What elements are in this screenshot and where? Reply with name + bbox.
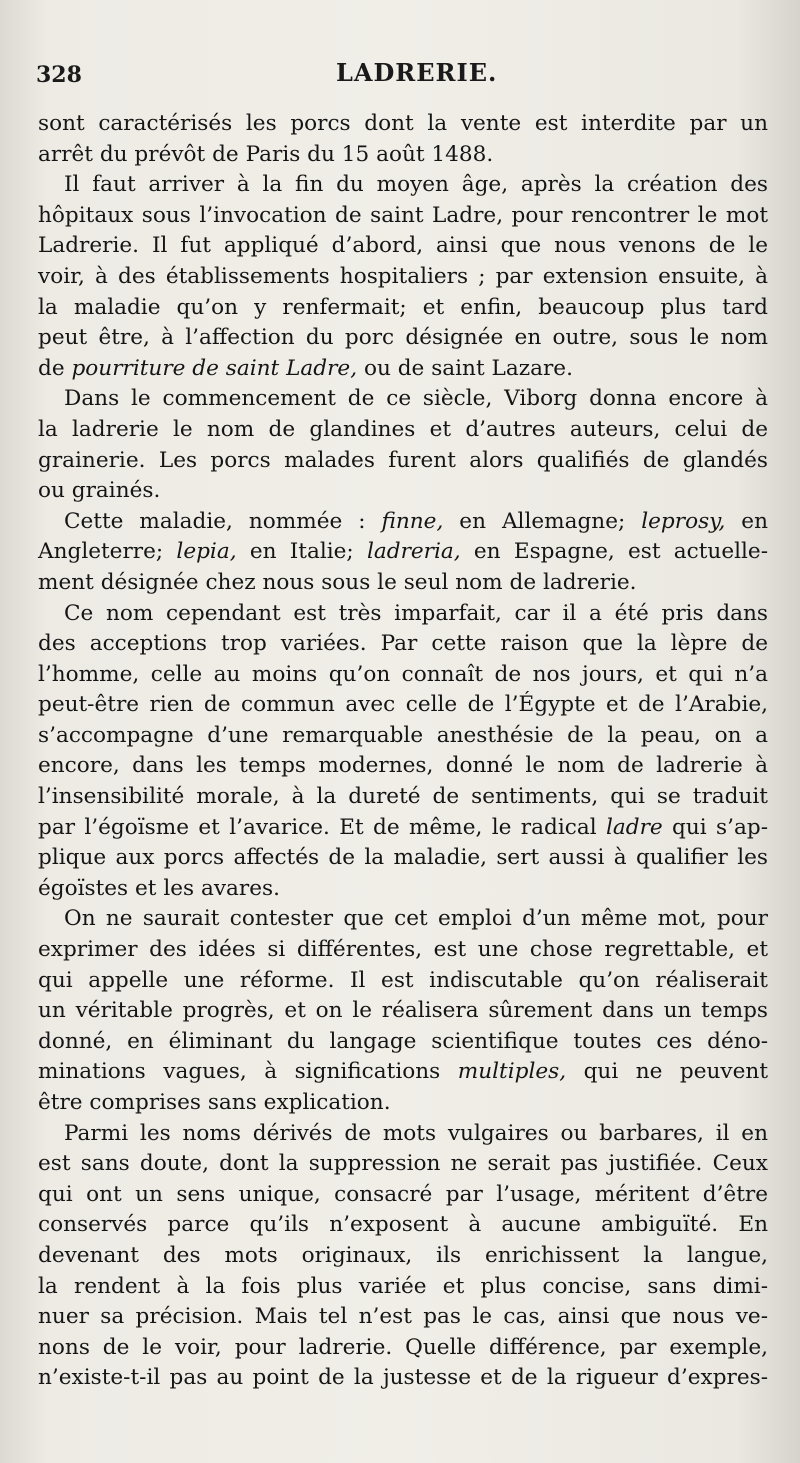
text-line: sont caractérisés les porcs dont la vente est interdite par un	[38, 111, 768, 136]
text-line: Il faut arriver à la fin du moyen âge, après la création des	[64, 172, 768, 198]
text-segment: en Espagne, est actuelle-	[460, 539, 768, 565]
text-line: Ce nom cependant est très imparfait, car il a été pris dans	[64, 600, 768, 626]
text-line	[38, 813, 768, 844]
text-segment: qui ne peuvent	[566, 1059, 768, 1085]
text-line: exprimer des idées si différentes, est une chose regrettable, et	[38, 937, 768, 963]
text-line: la rendent à la fois plus variée et plus concise, sans dimi-	[38, 1273, 768, 1299]
text-line: la ladrerie le nom de glandines et d’autres auteurs, celui de	[38, 416, 768, 442]
text-line	[38, 1057, 768, 1088]
text-line	[38, 537, 768, 568]
text-line: conservés parce qu’ils n’exposent à aucune ambiguïté. En	[38, 1212, 768, 1238]
text-line: qui appelle une réforme. Il est indiscutable qu’on réaliserait	[38, 967, 768, 993]
text-segment: ou de saint Lazare.	[357, 355, 573, 381]
text-line: grainerie. Les porcs malades furent alors qualifiés de glandés	[38, 447, 768, 473]
text-line: On ne saurait contester que cet emploi d’un même mot, pour	[64, 906, 768, 932]
text-segment: Cette maladie, nommée :	[64, 508, 382, 534]
text-line: des acceptions trop variées. Par cette raison que la lèpre de	[38, 631, 768, 657]
italic-text: pourriture de saint Ladre,	[71, 355, 358, 381]
text-line: nons de le voir, pour ladrerie. Quelle différence, par exemple,	[38, 1334, 768, 1360]
text-segment: en Allemagne;	[443, 508, 642, 534]
text-segment: par l’égoïsme et l’avarice. Et de même, le radical	[38, 814, 606, 840]
italic-text: ladreria,	[366, 539, 461, 565]
text-line: voir, à des établissements hospitaliers ; par extension ensuite, à	[38, 263, 768, 289]
text-line: donné, en éliminant du langage scientifique toutes ces déno-	[38, 1028, 768, 1054]
text-line: Dans le commencement de ce siècle, Viborg donna encore à	[64, 386, 768, 412]
text-line: la maladie qu’on y renfermait; et enfin, beaucoup plus tard	[38, 294, 768, 320]
text-line: Parmi les noms dérivés de mots vulgaires ou barbares, il en	[64, 1120, 768, 1146]
text-line: s’accompagne d’une remarquable anesthésie de la peau, on a	[38, 722, 768, 748]
text-line: être comprises sans explication.	[38, 1090, 391, 1115]
text-segment: en Italie;	[236, 539, 367, 565]
text-line: arrêt du prévôt de Paris du 15 août 1488.	[38, 141, 494, 167]
text-segment: minations vagues, à significations	[38, 1059, 458, 1085]
text-segment: en	[725, 508, 768, 534]
italic-text: ladre	[605, 814, 663, 840]
text-line: hôpitaux sous l’invocation de saint Ladre, pour rencontrer le mot	[38, 202, 768, 228]
text-line: qui ont un sens unique, consacré par l’usage, méritent d’être	[38, 1181, 768, 1207]
text-line: encore, dans les temps modernes, donné le nom de ladrerie à	[38, 753, 768, 779]
text-line: l’homme, celle au moins qu’on connaît de nos jours, et qui n’a	[38, 661, 768, 687]
text-line: devenant des mots originaux, ils enrichissent la langue,	[38, 1242, 768, 1268]
text-line: ou grainés.	[38, 478, 161, 504]
italic-text: lepia,	[176, 539, 237, 565]
text-line: un véritable progrès, et on le réalisera sûrement dans un temps	[38, 998, 768, 1024]
text-line: est sans doute, dont la suppression ne serait pas justifiée. Ceux	[38, 1151, 768, 1177]
text-line: égoïstes et les avares.	[38, 875, 280, 901]
text-line: ment désignée chez nous sous le seul nom de ladrerie.	[38, 569, 637, 595]
page-header	[36, 58, 760, 92]
text-line: peut être, à l’affection du porc désignée en outre, sous le nom	[38, 325, 768, 351]
italic-text: multiples,	[457, 1059, 567, 1085]
italic-text: finne,	[381, 508, 444, 534]
text-segment: de	[38, 355, 72, 381]
text-line	[38, 507, 768, 538]
running-title: LADRERIE.	[336, 58, 498, 87]
text-segment: Angleterre;	[38, 539, 177, 565]
text-line: n’existe-t-il pas au point de la justesse et de la rigueur d’expres-	[38, 1365, 768, 1391]
text-line	[38, 354, 768, 385]
text-segment: qui s’ap-	[662, 814, 768, 840]
text-line: peut-être rien de commun avec celle de l’Égypte et de l’Arabie,	[38, 692, 768, 718]
body-text	[38, 109, 768, 1394]
page-number: 328	[36, 62, 82, 88]
text-line: l’insensibilité morale, à la dureté de sentiments, qui se traduit	[38, 784, 768, 810]
italic-text: leprosy,	[641, 508, 726, 534]
text-line: Ladrerie. Il fut appliqué d’abord, ainsi que nous venons de le	[38, 233, 768, 259]
text-line: plique aux porcs affectés de la maladie, sert aussi à qualifier les	[38, 845, 768, 871]
text-line: nuer sa précision. Mais tel n’est pas le cas, ainsi que nous ve-	[38, 1304, 768, 1330]
